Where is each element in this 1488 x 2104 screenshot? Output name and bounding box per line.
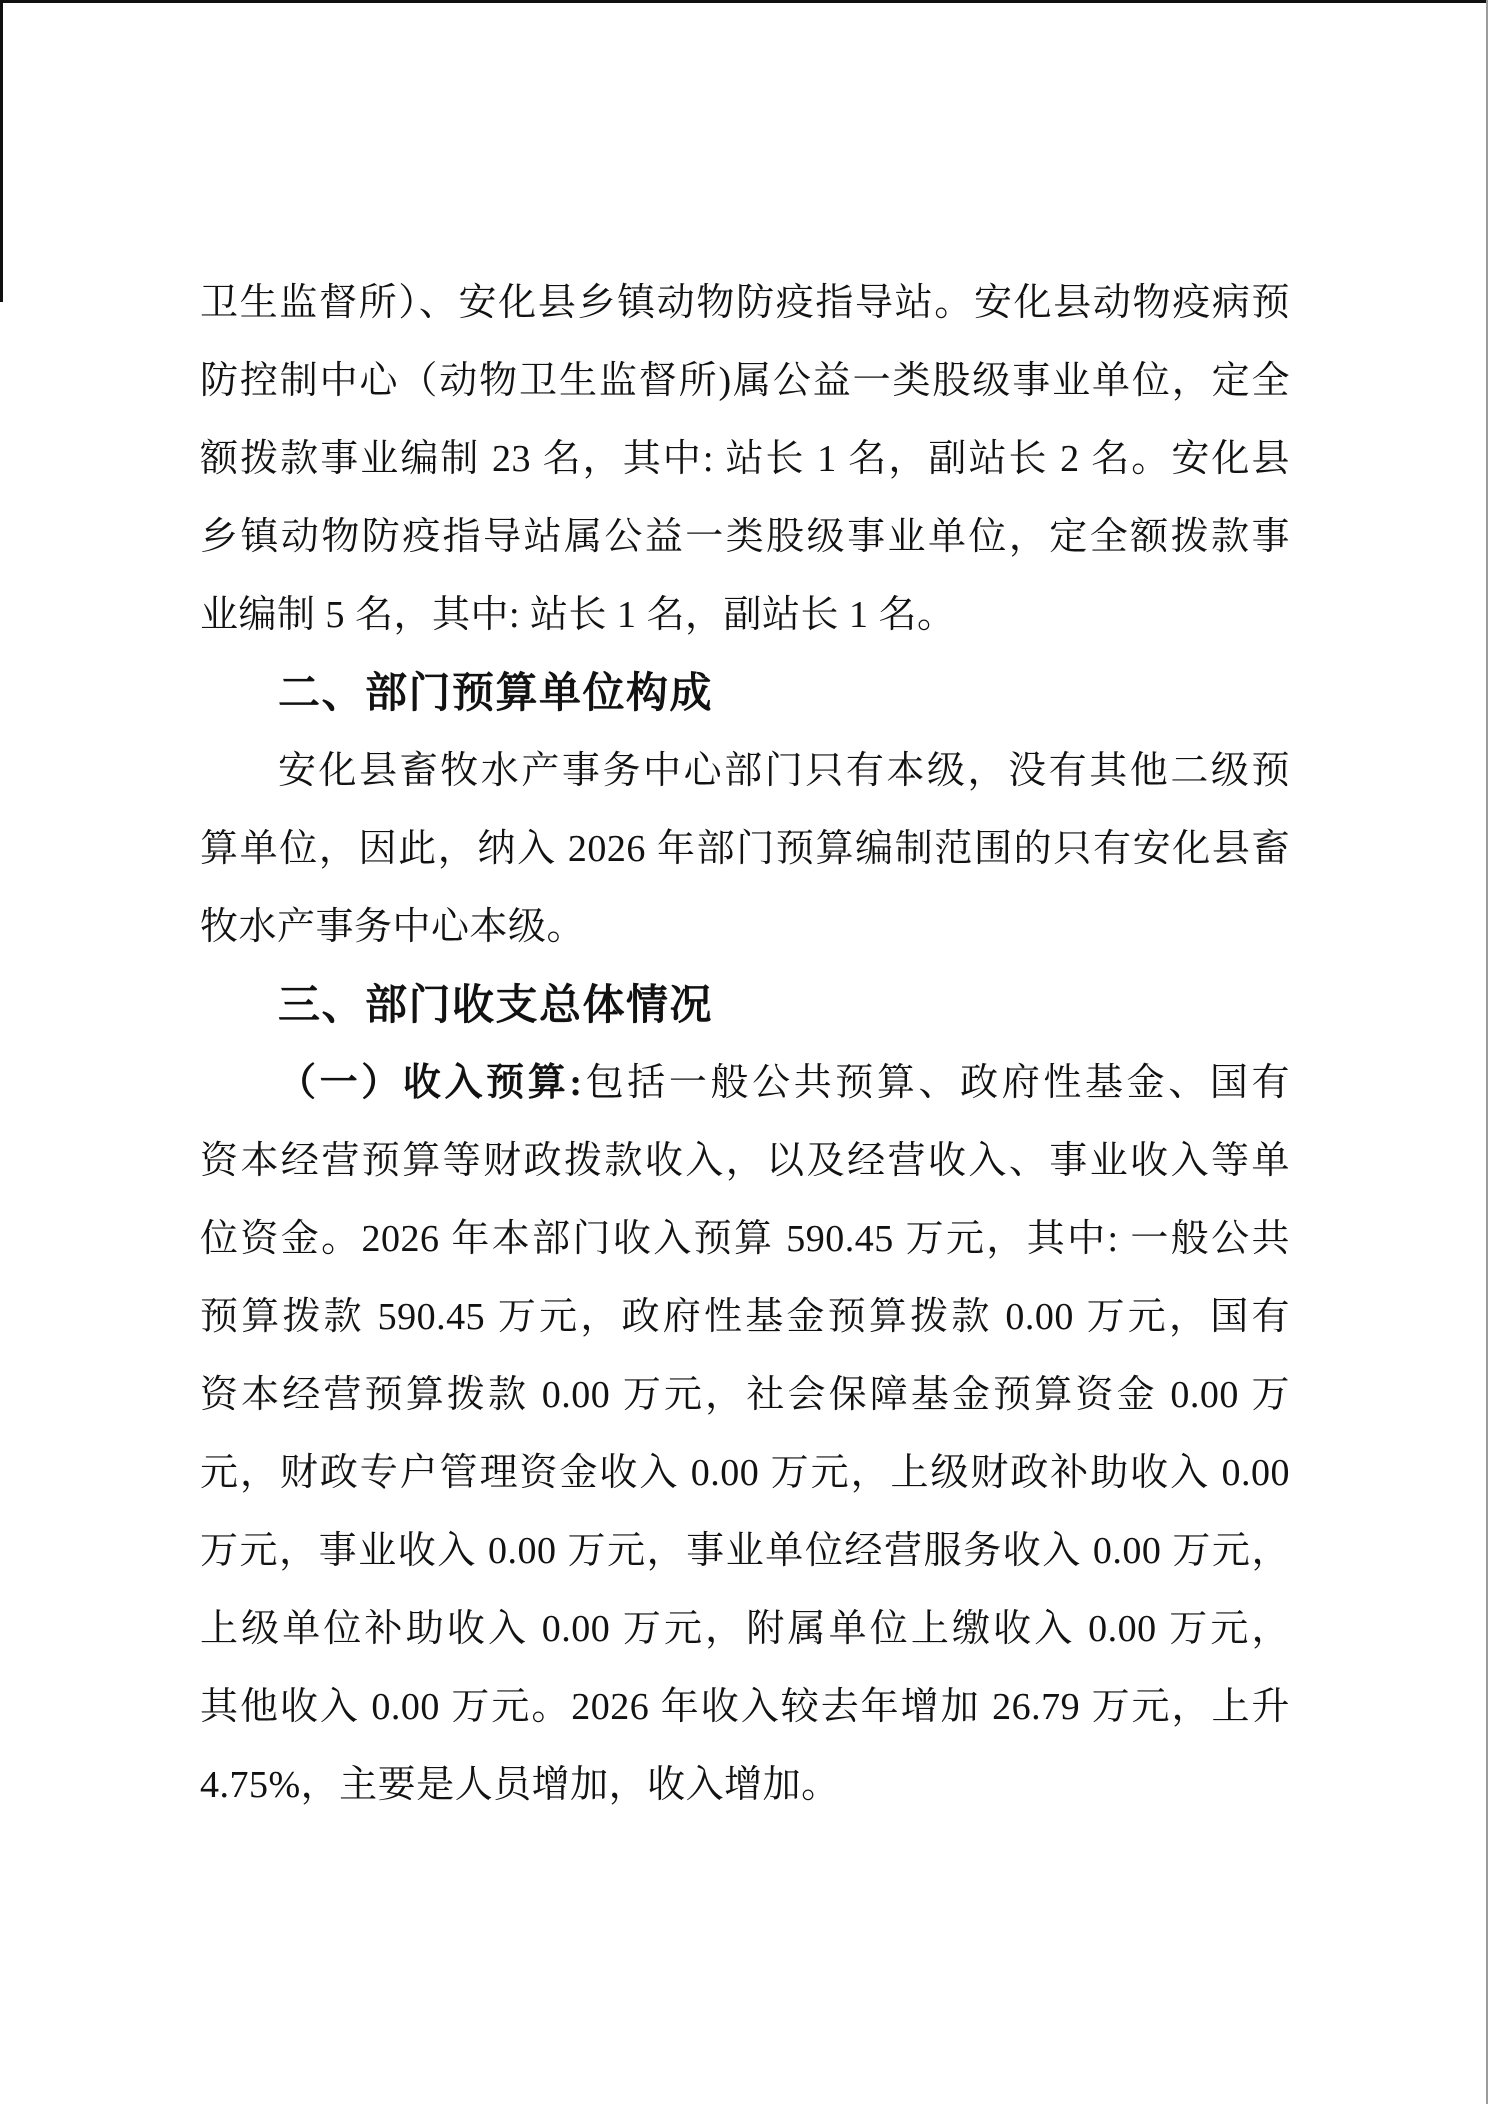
text-segment: 牧水产事务中心本级。 [200, 906, 586, 948]
document-line [200, 810, 1290, 888]
document-line [200, 1590, 1290, 1668]
document-line [200, 888, 1290, 966]
document-line [200, 1668, 1290, 1746]
document-line [200, 1434, 1290, 1512]
document-line [200, 264, 1290, 342]
text-segment: 卫生监督所）、安化县乡镇动物防疫指导站。安化县动物疫病预 [200, 282, 1290, 324]
text-segment: 万元，事业收入 0.00 万元，事业单位经营服务收入 0.00 万元， [200, 1530, 1290, 1572]
document-line [200, 1044, 1290, 1122]
scan-edge-top [0, 0, 1488, 3]
document-lines [200, 264, 1290, 1824]
text-segment: 资本经营预算等财政拨款收入，以及经营收入、事业收入等单 [200, 1140, 1290, 1182]
text-segment: 位资金。2026 年本部门收入预算 590.45 万元，其中: 一般公共 [200, 1218, 1290, 1260]
document-line [200, 576, 1290, 654]
text-segment: 预算拨款 590.45 万元，政府性基金预算拨款 0.00 万元，国有 [200, 1296, 1290, 1338]
section-heading [200, 654, 1290, 732]
text-segment: （一）收入预算: [278, 1062, 583, 1104]
document-line [200, 1746, 1290, 1824]
document-line [200, 420, 1290, 498]
text-segment: 二、部门预算单位构成 [278, 669, 714, 716]
document-line [200, 1200, 1290, 1278]
section-heading [200, 966, 1290, 1044]
text-segment: 4.75%，主要是人员增加，收入增加。 [200, 1764, 840, 1806]
text-segment: 包括一般公共预算、政府性基金、国有 [582, 1062, 1290, 1104]
document-line [200, 1356, 1290, 1434]
text-segment: 安化县畜牧水产事务中心部门只有本级，没有其他二级预 [278, 750, 1290, 792]
text-segment: 上级单位补助收入 0.00 万元，附属单位上缴收入 0.00 万元， [200, 1608, 1290, 1650]
text-segment: 其他收入 0.00 万元。2026 年收入较去年增加 26.79 万元，上升 [200, 1686, 1290, 1728]
document-line [200, 342, 1290, 420]
text-segment: 算单位，因此，纳入 2026 年部门预算编制范围的只有安化县畜 [200, 828, 1290, 870]
document-line [200, 498, 1290, 576]
document-line [200, 732, 1290, 810]
text-segment: 三、部门收支总体情况 [278, 981, 714, 1028]
text-segment: 元，财政专户管理资金收入 0.00 万元，上级财政补助收入 0.00 [200, 1452, 1290, 1494]
text-segment: 乡镇动物防疫指导站属公益一类股级事业单位，定全额拨款事 [200, 516, 1290, 558]
document-line [200, 1122, 1290, 1200]
text-segment: 额拨款事业编制 23 名，其中: 站长 1 名，副站长 2 名。安化县 [200, 438, 1290, 480]
document-line [200, 1512, 1290, 1590]
text-segment: 资本经营预算拨款 0.00 万元，社会保障基金预算资金 0.00 万 [200, 1374, 1290, 1416]
document-line [200, 1278, 1290, 1356]
text-segment: 防控制中心（动物卫生监督所)属公益一类股级事业单位，定全 [200, 360, 1290, 402]
scan-edge-left [0, 0, 3, 302]
text-segment: 业编制 5 名，其中: 站长 1 名，副站长 1 名。 [200, 594, 956, 636]
